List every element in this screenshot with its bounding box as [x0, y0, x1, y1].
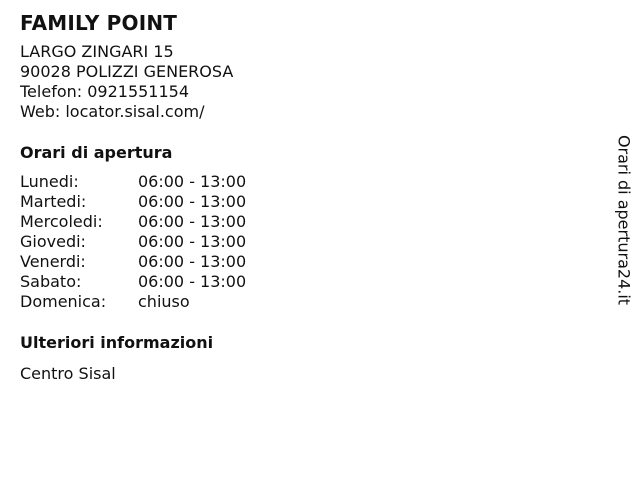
day-label: Martedi:: [20, 192, 87, 211]
day-label: Mercoledi:: [20, 212, 103, 231]
hours-row-saturday: [20, 272, 246, 292]
hours-row-thursday: [20, 232, 246, 252]
address-city: 90028 POLIZZI GENEROSA: [20, 62, 234, 81]
hours-row-tuesday: [20, 192, 246, 212]
more-info-text: Centro Sisal: [20, 364, 116, 383]
phone-number: Telefon: 0921551154: [20, 82, 190, 101]
day-label: Domenica:: [20, 292, 107, 311]
website: Web: locator.sisal.com/: [20, 102, 205, 121]
day-label: Giovedi:: [20, 232, 86, 251]
store-name: FAMILY POINT: [20, 11, 178, 35]
day-hours: 06:00 - 13:00: [138, 232, 247, 251]
address-street: LARGO ZINGARI 15: [20, 42, 174, 61]
day-hours: 06:00 - 13:00: [138, 172, 247, 191]
hours-row-friday: [20, 252, 246, 272]
store-contact: [20, 42, 580, 122]
day-hours: 06:00 - 13:00: [138, 212, 247, 231]
opening-hours-heading: Orari di apertura: [20, 143, 173, 162]
hours-row-wednesday: [20, 212, 246, 232]
day-label: Lunedi:: [20, 172, 79, 191]
opening-hours-table: [20, 172, 246, 312]
day-hours: chiuso: [138, 292, 190, 311]
day-hours: 06:00 - 13:00: [138, 272, 247, 291]
hours-row-sunday: [20, 292, 246, 312]
day-label: Sabato:: [20, 272, 82, 291]
day-hours: 06:00 - 13:00: [138, 252, 247, 271]
hours-row-monday: [20, 172, 246, 192]
store-card: [20, 10, 580, 384]
day-label: Venerdi:: [20, 252, 86, 271]
day-hours: 06:00 - 13:00: [138, 192, 247, 211]
site-watermark: Orari di apertura24.it: [614, 134, 634, 306]
more-info-heading: Ulteriori informazioni: [20, 333, 214, 352]
